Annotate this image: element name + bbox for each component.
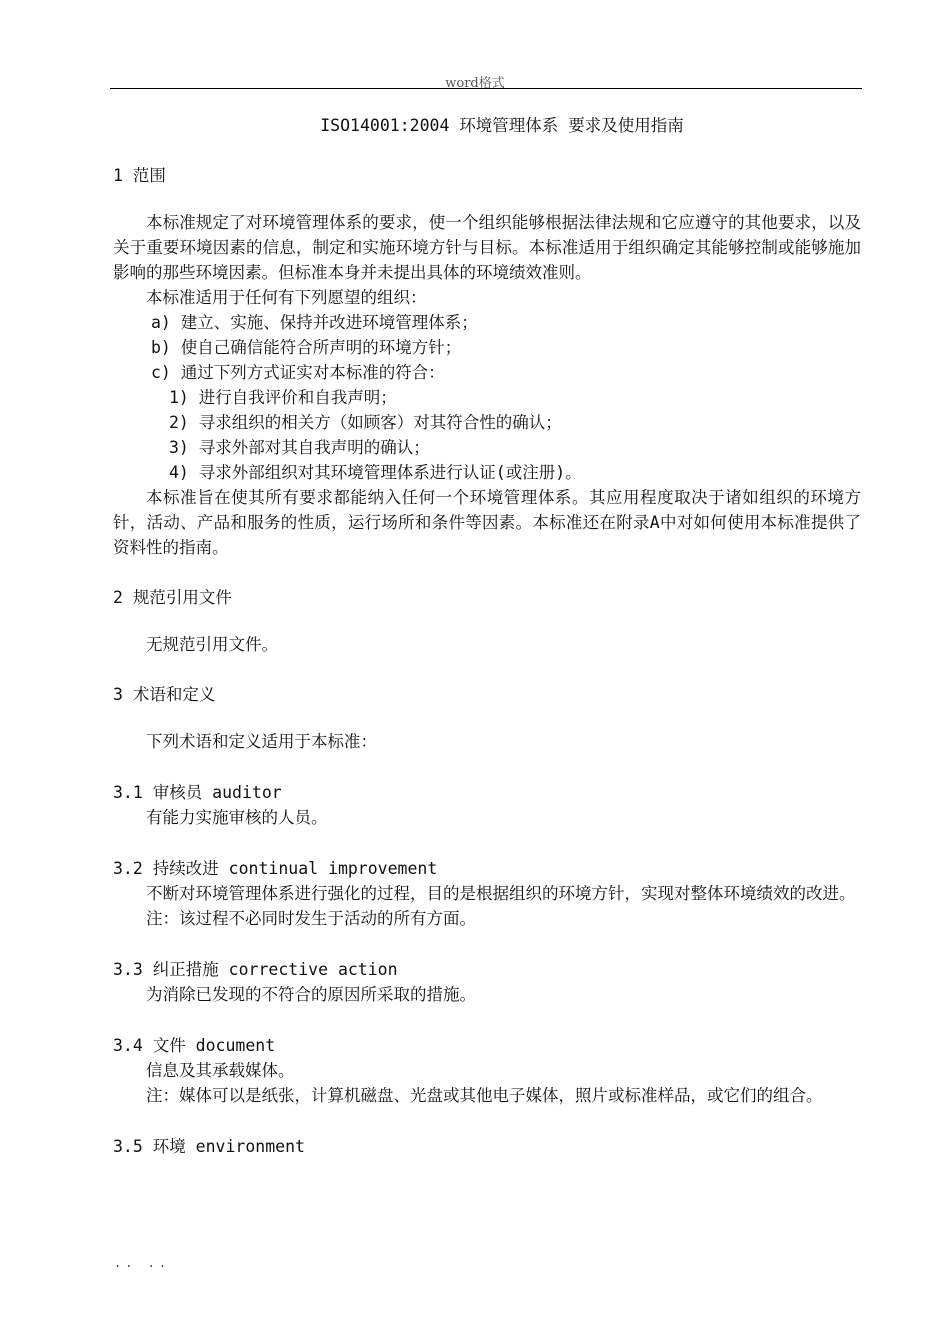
section-1-paragraph-1: 本标准规定了对环境管理体系的要求，使一个组织能够根据法律法规和它应遵守的其他要求，以及关于重要环境因素的信息，制定和实施环境方针与目标。本标准适用于组织确定其能够控制或能够施加影响的那些环境因素。但标准本身并未提出具体的环境绩效准则。 — [113, 213, 861, 282]
term-3-2-definition: 不断对环境管理体系进行强化的过程，目的是根据组织的环境方针，实现对整体环境绩效的改进。 — [146, 884, 856, 903]
list-item-c-4: 4) 寻求外部组织对其环境管理体系进行认证(或注册)。 — [169, 463, 582, 482]
section-1-heading: 1 范围 — [113, 166, 166, 185]
section-2-paragraph-1: 无规范引用文件。 — [146, 635, 278, 654]
section-3-paragraph-1: 下列术语和定义适用于本标准： — [146, 732, 377, 751]
page-footer: .. .. — [114, 1256, 171, 1270]
term-3-4-definition: 信息及其承载媒体。 — [146, 1061, 295, 1080]
term-3-4-heading: 3.4 文件 document — [113, 1036, 276, 1055]
list-item-c: c) 通过下列方式证实对本标准的符合： — [151, 363, 445, 382]
page-header: word格式 — [445, 76, 505, 91]
list-item-c-3: 3) 寻求外部对其自我声明的确认； — [169, 438, 430, 457]
term-3-5-heading: 3.5 环境 environment — [113, 1137, 305, 1156]
document-title: ISO14001:2004 环境管理体系 要求及使用指南 — [320, 116, 684, 135]
section-3-heading: 3 术语和定义 — [113, 685, 216, 704]
list-item-a: a) 建立、实施、保持并改进环境管理体系； — [151, 313, 478, 332]
term-3-3-definition: 为消除已发现的不符合的原因所采取的措施。 — [146, 985, 476, 1004]
header-rule — [110, 88, 862, 89]
list-item-c-1: 1) 进行自我评价和自我声明； — [169, 388, 397, 407]
term-3-4-note: 注：媒体可以是纸张，计算机磁盘、光盘或其他电子媒体，照片或标准样品，或它们的组合。 — [146, 1086, 823, 1105]
term-3-1-definition: 有能力实施审核的人员。 — [146, 808, 328, 827]
list-item-b: b) 使自己确信能符合所声明的环境方针； — [151, 338, 462, 357]
section-2-heading: 2 规范引用文件 — [113, 588, 232, 607]
section-1-paragraph-3: 本标准旨在使其所有要求都能纳入任何一个环境管理体系。其应用程度取决于诸如组织的环境方针，活动、产品和服务的性质，运行场所和条件等因素。本标准还在附录A中对如何使用本标准提供了资料性的指南。 — [113, 488, 861, 557]
term-3-3-heading: 3.3 纠正措施 corrective action — [113, 960, 398, 979]
term-3-1-heading: 3.1 审核员 auditor — [113, 783, 282, 802]
section-1-paragraph-2: 本标准适用于任何有下列愿望的组织： — [146, 288, 427, 307]
term-3-2-heading: 3.2 持续改进 continual improvement — [113, 859, 438, 878]
term-3-2-note: 注：该过程不必同时发生于活动的所有方面。 — [146, 909, 476, 928]
list-item-c-2: 2) 寻求组织的相关方（如顾客）对其符合性的确认； — [169, 413, 562, 432]
document-body — [113, 114, 861, 1159]
